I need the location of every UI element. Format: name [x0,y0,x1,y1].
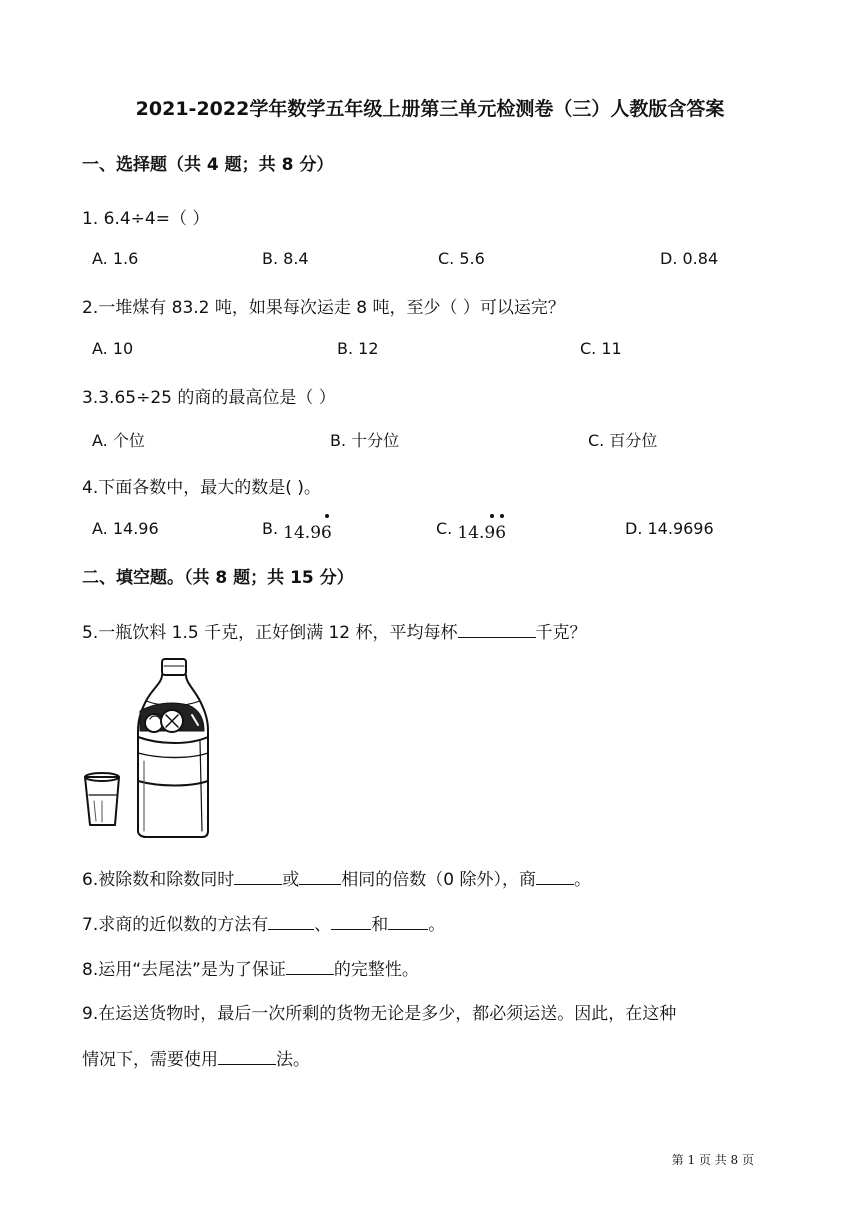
section-heading-choice: 一、选择题（共 4 题；共 8 分） [82,155,334,175]
q2-option-c: C. 11 [580,339,622,358]
q4-option-c [436,519,507,543]
q3-option-b: B. 十分位 [330,431,400,450]
question-9-line-1: 9.在运送货物时，最后一次所剩的货物无论是多少，都必须运送。因此，在这种 [82,1004,677,1024]
repeating-dot [500,514,504,518]
q4-option-d: D. 14.9696 [625,519,714,538]
q2-option-a: A. 10 [92,339,134,358]
q8-part-1: 8.运用“去尾法”是为了保证 [82,960,286,980]
document-title: 2021-2022学年数学五年级上册第三单元检测卷（三）人教版含答案 [135,98,725,120]
q5-text-after: 千克？ [535,623,587,643]
q9-part-2: 法。 [276,1050,310,1070]
q7-part-3: 和 [371,915,389,935]
question-9-line-2 [82,1045,310,1070]
q1-option-c: C. 5.6 [438,249,485,268]
question-3: 3.3.65÷25 的商的最高位是（ ） [82,388,336,408]
q1-option-a: A. 1.6 [92,249,139,268]
q6-part-1: 6.被除数和除数同时 [82,870,235,890]
q3-option-c: C. 百分位 [588,431,658,450]
page-footer: 第 1 页 共 8 页 [671,1153,754,1167]
q8-part-2: 的完整性。 [333,960,419,980]
q4-option-c-label: C. [436,519,453,538]
answer-blank[interactable] [458,621,536,638]
question-5 [82,618,587,643]
question-2: 2.一堆煤有 83.2 吨，如果每次运走 8 吨，至少（ ）可以运完？ [82,298,565,318]
q4-option-a: A. 14.96 [92,519,159,538]
question-7 [82,910,445,935]
answer-blank[interactable] [536,868,574,885]
answer-blank[interactable] [299,868,341,885]
repeating-decimal-c-value: 14.96 [457,523,507,543]
answer-blank[interactable] [331,913,371,930]
q4-option-b-label: B. [262,519,279,538]
repeating-dot [490,514,494,518]
question-6 [82,865,591,890]
q4-option-b [262,519,332,543]
repeating-decimal-b [283,523,332,543]
q6-part-4: 。 [573,870,591,890]
answer-blank[interactable] [268,913,314,930]
answer-blank[interactable] [388,913,428,930]
q3-option-a: A. 个位 [92,431,145,450]
repeating-decimal-c [457,523,506,543]
q7-part-1: 7.求商的近似数的方法有 [82,915,269,935]
q5-text-before: 5.一瓶饮料 1.5 千克，正好倒满 12 杯，平均每杯 [82,623,458,643]
q7-part-2: 、 [314,915,332,935]
q1-option-d: D. 0.84 [660,249,719,268]
repeating-decimal-b-value: 14.96 [283,523,332,543]
repeating-dot [325,514,329,518]
q1-option-b: B. 8.4 [262,249,309,268]
q2-option-b: B. 12 [337,339,379,358]
section-heading-fill: 二、填空题。（共 8 题；共 15 分） [82,568,354,588]
q6-part-2: 或 [282,870,300,890]
question-8 [82,955,419,980]
answer-blank[interactable] [286,958,334,975]
bottle-icon [138,659,208,837]
bottle-and-cup-illustration [80,655,220,840]
q6-part-3: 相同的倍数（0 除外），商 [341,870,536,890]
q7-part-4: 。 [428,915,446,935]
q9-part-1: 情况下，需要使用 [82,1050,218,1070]
answer-blank[interactable] [218,1048,276,1065]
answer-blank[interactable] [234,868,282,885]
question-1: 1. 6.4÷4=（ ） [82,209,210,229]
question-4: 4.下面各数中，最大的数是( )。 [82,478,321,498]
